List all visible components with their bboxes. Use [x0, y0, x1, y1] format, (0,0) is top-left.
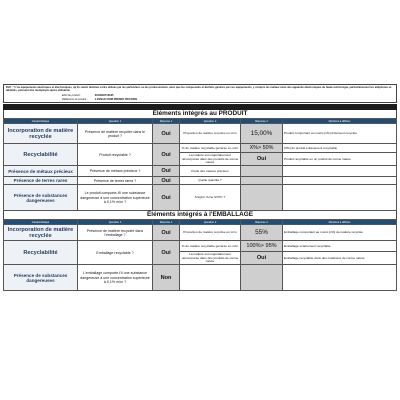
- answer-1: Oui: [153, 166, 180, 177]
- answer-2b: Oui: [241, 252, 283, 265]
- answer-2b: Oui: [241, 153, 283, 166]
- answer-2: [241, 265, 283, 291]
- question-1: Présence de métaux précieux ?: [78, 166, 153, 177]
- answer-2: [241, 185, 283, 211]
- col-header: Réponse 2: [241, 220, 283, 225]
- packaging-table: [3, 219, 397, 291]
- question-2b: La matière est majoritairement réincorporée dans des produits de même nature: [180, 252, 241, 265]
- question-1: Présence de matière recyclée dans l'emballage ?: [78, 225, 153, 241]
- answer-1: Oui: [153, 124, 180, 144]
- answer-2a: 100%> 95%: [241, 241, 283, 252]
- col-header: Réponse 1: [153, 220, 180, 225]
- intro-text: DLP : "L'us équipements électriques et électroniques, qu'ils soient destinés à être utilisés par les particuliers ou les professionnels, ainsi que les composants et déchets générés par ces équipements, y compris les métaux rares des appareils électroniques de haute technologie, particulièrement les téléphones et tablettes, puissent être réemployés après utilisation: [6, 86, 392, 93]
- col-header: Mentions à afficher: [283, 220, 397, 225]
- answer-1: Oui: [153, 144, 180, 166]
- product-sheet: [3, 84, 397, 291]
- col-header: Caractéristique: [4, 119, 78, 124]
- question-2b: La matière est majoritairement réincorporée dans des produits de même nature: [180, 153, 241, 166]
- ean-value: 3610893713185: [94, 93, 114, 97]
- row-label: Incorporation de matière recyclée: [4, 225, 78, 241]
- mention-b: Emballage recyclable dans des matériaux de même nature: [283, 252, 397, 265]
- col-header: Question 1: [78, 220, 153, 225]
- answer-2: 15,00%: [241, 124, 283, 144]
- ean-label: EAN du produit :: [62, 93, 82, 97]
- col-header: Question 2: [180, 119, 241, 124]
- ref-label: Référence du produit :: [62, 98, 88, 101]
- answer-2: [241, 177, 283, 185]
- row-label: Présence de métaux précieux: [4, 166, 78, 177]
- ref-value: 1.0SNAG 500M PREMIO FRICODIS: [94, 98, 138, 101]
- question-1: L'emballage comporte-t'il une substance dangereuse à une concentration supérieure à 0,1% m/m ?: [78, 265, 153, 291]
- row-label: Recyclabilité: [4, 241, 78, 265]
- ean-line: [6, 94, 394, 97]
- col-header: Question 2: [180, 220, 241, 225]
- answer-1: Oui: [153, 177, 180, 185]
- question-1: Le produit comporte-t'il une substance dangereuse à une concentration supérieure à 0,1% m/m ?: [78, 185, 153, 211]
- answer-2: 55%: [241, 225, 283, 241]
- table-row: [4, 144, 397, 153]
- col-header: Réponse 2: [241, 119, 283, 124]
- ref-line: [6, 98, 394, 101]
- table-row: [4, 166, 397, 177]
- row-label: Présence de substances dangereuses: [4, 185, 78, 211]
- answer-1: Oui: [153, 241, 180, 265]
- table-row: [4, 265, 397, 291]
- col-header: Mentions à afficher: [283, 119, 397, 124]
- mention: [283, 177, 397, 185]
- table-row: [4, 185, 397, 211]
- question-2: Proportion de matière recyclée en m/m: [180, 225, 241, 241]
- product-table: [3, 118, 397, 211]
- row-label: Incorporation de matière recyclée: [4, 124, 78, 144]
- header-box: [3, 84, 397, 103]
- mention-b: Produit recyclable en un produit de même nature: [283, 153, 397, 166]
- question-1: Présence de matière recyclée dans le produit ?: [78, 124, 153, 144]
- answer-1: Oui: [153, 185, 180, 211]
- question-2a: % de matière recyclable générée en m/m: [180, 144, 241, 153]
- answer-1: Oui: [153, 225, 180, 241]
- table-row: [4, 241, 397, 252]
- question-2: S'agit-il d'une SVHC ?: [180, 185, 241, 211]
- question-2: Proportion de matière recyclée en m/m: [180, 124, 241, 144]
- table-row: [4, 225, 397, 241]
- mention: [283, 265, 397, 291]
- col-header: Caractéristique: [4, 220, 78, 225]
- question-2: [180, 265, 241, 291]
- question-1: Produit recyclable ?: [78, 144, 153, 166]
- col-header: Question 1: [78, 119, 153, 124]
- mention-a: [X%] du produit entièrement recyclable: [283, 144, 397, 153]
- mention: Produit comportant au moins [x%] d'élément recyclée: [283, 124, 397, 144]
- row-label: Présence de substances dangereuses: [4, 265, 78, 291]
- answer-2a: X%> 50%: [241, 144, 283, 153]
- mention-a: Emballage entièrement recyclable: [283, 241, 397, 252]
- question-2: Poids des métaux précieux: [180, 166, 241, 177]
- row-label: Recyclabilité: [4, 144, 78, 166]
- answer-1: Non: [153, 265, 180, 291]
- question-2: Quelle quantité ?: [180, 177, 241, 185]
- table-row: [4, 124, 397, 144]
- row-label: Présence de terres rares: [4, 177, 78, 185]
- question-2a: % de matière recyclable générée en m/m: [180, 241, 241, 252]
- mention: Emballage comportant au moins [x%] de matière recyclée: [283, 225, 397, 241]
- table-row: [4, 177, 397, 185]
- answer-2: [241, 166, 283, 177]
- mention: [283, 185, 397, 211]
- packaging-section-title: Éléments intégrés à l'EMBALLAGE: [3, 211, 397, 219]
- mention: [283, 166, 397, 177]
- question-1: Emballage recyclable ?: [78, 241, 153, 265]
- col-header: Réponse 1: [153, 119, 180, 124]
- question-1: Présence de terres rares ?: [78, 177, 153, 185]
- product-section-title: Éléments intégrés au PRODUIT: [3, 110, 397, 118]
